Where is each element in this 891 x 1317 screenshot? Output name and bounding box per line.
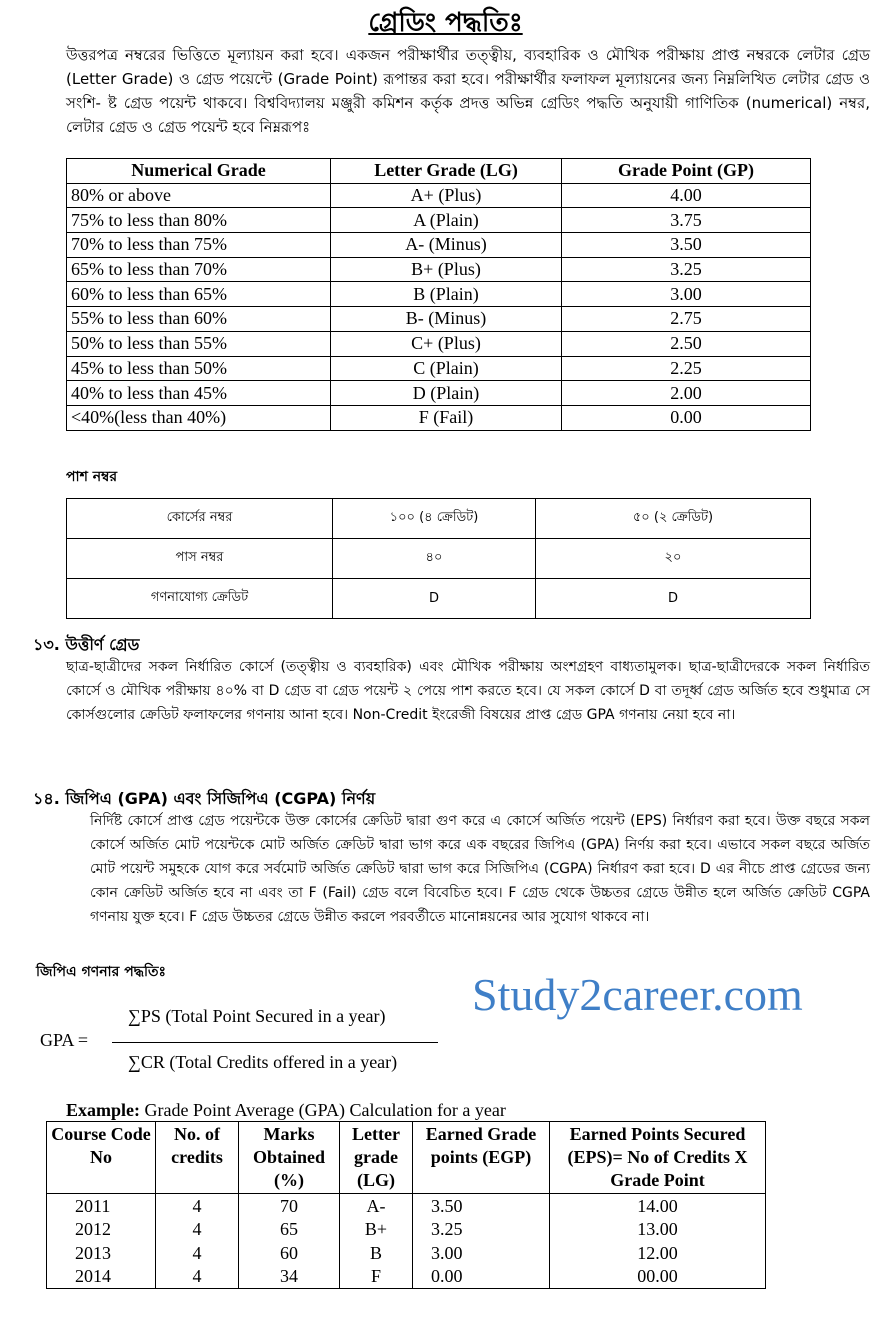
formula-numerator: ∑PS (Total Point Secured in a year) [128, 1006, 386, 1026]
numerical-grade-cell: 75% to less than 80% [67, 208, 331, 233]
credits-cell: 4 [156, 1218, 239, 1242]
grade-point-cell: 2.00 [562, 381, 811, 406]
numerical-grade-cell: 70% to less than 75% [67, 233, 331, 258]
letter-grade-cell: C+ (Plus) [331, 331, 562, 356]
numerical-grade-cell: 65% to less than 70% [67, 257, 331, 282]
credits-cell: 4 [156, 1265, 239, 1289]
pass-table-cell: গণনাযোগ্য ক্রেডিট [67, 579, 333, 619]
example-caption-text: Grade Point Average (GPA) Calculation for a year [140, 1100, 506, 1120]
numerical-grade-cell: 55% to less than 60% [67, 307, 331, 332]
grade-table [66, 158, 811, 431]
table-row [67, 233, 811, 258]
header-numerical-grade: Numerical Grade [67, 159, 331, 184]
numerical-grade-cell: <40%(less than 40%) [67, 405, 331, 430]
header-egp: Earned Grade points (EGP) [413, 1122, 550, 1194]
letter-grade-cell: F [340, 1265, 413, 1289]
credits-cell: 4 [156, 1194, 239, 1218]
formula-denominator: ∑CR (Total Credits offered in a year) [128, 1052, 398, 1072]
pass-table-cell: D [333, 579, 536, 619]
pass-marks-heading: পাশ নম্বর [66, 469, 118, 485]
egp-cell: 3.50 [413, 1194, 550, 1218]
letter-grade-cell: C (Plain) [331, 356, 562, 381]
grade-point-cell: 3.50 [562, 233, 811, 258]
letter-grade-cell: A- (Minus) [331, 233, 562, 258]
grade-point-cell: 2.25 [562, 356, 811, 381]
header-credits: No. of credits [156, 1122, 239, 1194]
grade-point-cell: 3.25 [562, 257, 811, 282]
table-row [67, 539, 811, 579]
header-letter-grade: Letter Grade (LG) [331, 159, 562, 184]
pass-table-cell: ৪০ [333, 539, 536, 579]
numerical-grade-cell: 60% to less than 65% [67, 282, 331, 307]
eps-cell: 14.00 [550, 1194, 766, 1218]
marks-cell: 65 [239, 1218, 340, 1242]
table-row [47, 1265, 766, 1289]
header-course-code: Course Code No [47, 1122, 156, 1194]
letter-grade-cell: A (Plain) [331, 208, 562, 233]
table-row [67, 405, 811, 430]
grade-point-cell: 2.50 [562, 331, 811, 356]
table-row [47, 1218, 766, 1242]
egp-cell: 3.00 [413, 1241, 550, 1265]
section-14-heading: ১৪. জিপিএ (GPA) এবং সিজিপিএ (CGPA) নির্ণয় [33, 789, 376, 808]
course-code-cell: 2013 [47, 1241, 156, 1265]
eps-cell: 12.00 [550, 1241, 766, 1265]
watermark: Study2career.com [472, 969, 803, 1020]
table-row [67, 356, 811, 381]
header-grade-point: Grade Point (GP) [562, 159, 811, 184]
letter-grade-cell: B+ (Plus) [331, 257, 562, 282]
section-13-heading: ১৩. উত্তীর্ণ গ্রেড [33, 635, 140, 654]
table-row [67, 307, 811, 332]
grade-table-header [67, 159, 811, 184]
pass-marks-table [66, 498, 811, 619]
egp-cell: 0.00 [413, 1265, 550, 1289]
numerical-grade-cell: 80% or above [67, 183, 331, 208]
letter-grade-cell: B- (Minus) [331, 307, 562, 332]
table-row [67, 208, 811, 233]
course-code-cell: 2012 [47, 1218, 156, 1242]
letter-grade-cell: B [340, 1241, 413, 1265]
pass-table-cell: ৫০ (২ ক্রেডিট) [536, 499, 811, 539]
example-table [46, 1121, 766, 1289]
table-row [47, 1241, 766, 1265]
letter-grade-cell: A- [340, 1194, 413, 1218]
eps-cell: 00.00 [550, 1265, 766, 1289]
numerical-grade-cell: 45% to less than 50% [67, 356, 331, 381]
table-row [67, 499, 811, 539]
letter-grade-cell: B+ [340, 1218, 413, 1242]
example-label: Example: [66, 1100, 140, 1120]
grade-point-cell: 3.75 [562, 208, 811, 233]
marks-cell: 34 [239, 1265, 340, 1289]
table-row [67, 579, 811, 619]
intro-paragraph: উত্তরপত্র নম্বরের ভিত্তিতে মূল্যায়ন করা হবে। একজন পরীক্ষার্থীর তত্ত্বীয়, ব্যবহারিক ও মৌখিক পরীক্ষায় প্রাপ্ত নম্বরকে লেটার গ্রেড (Letter Grade) ও গ্রেড পয়েন্টে (Grade Point) রূপান্তর করা হবে। পরীক্ষার্থীর ফলাফল মূল্যায়নের জন্য নিম্নলিখিত লেটার গ্রেড ও সংশি- ষ্ট গ্রেড পয়েন্ট থাকবে। বিশ্ববিদ্যালয় মঞ্জুরী কমিশন কর্তৃক প্রদত্ত অভিন্ন গ্রেডিং পদ্ধতি অনুযায়ী গাণিতিক (numerical) নম্বর, লেটার গ্রেড ও গ্রেড পয়েন্ট হবে নিম্নরূপঃ [66, 46, 870, 136]
example-caption [66, 1100, 506, 1121]
table-row [67, 257, 811, 282]
grade-point-cell: 0.00 [562, 405, 811, 430]
pass-table-cell: পাস নম্বর [67, 539, 333, 579]
eps-cell: 13.00 [550, 1218, 766, 1242]
header-eps: Earned Points Secured (EPS)= No of Credits X Grade Point [550, 1122, 766, 1194]
section-13-paragraph: ছাত্র-ছাত্রীদের সকল নির্ধারিত কোর্সে (তত্ত্বীয় ও ব্যবহারিক) এবং মৌখিক পরীক্ষায় অংশগ্রহণ বাধ্যতামুলক। ছাত্র-ছাত্রীদেরকে সকল নির্ধারিত কোর্সে ও মৌখিক পরীক্ষায় ৪০% বা D গ্রেড বা গ্রেড পয়েন্ট ২ পেয়ে পাশ করতে হবে। যে সকল কোর্সে D বা তদূর্ধ্ব গ্রেড অর্জিত হবে শুধুমাত্র সে কোর্সগুলোর ক্রেডিট ফলাফলের গণনায় আনা হবে। Non-Credit ইংরেজী বিষয়ের প্রাপ্ত গ্রেড GPA গণনায় নেয়া হবে না। [66, 659, 870, 723]
page-title: গ্রেডিং পদ্ধতিঃ [368, 8, 523, 38]
grade-point-cell: 2.75 [562, 307, 811, 332]
grade-point-cell: 3.00 [562, 282, 811, 307]
egp-cell: 3.25 [413, 1218, 550, 1242]
example-table-header [47, 1122, 766, 1194]
table-row [47, 1194, 766, 1218]
numerical-grade-cell: 50% to less than 55% [67, 331, 331, 356]
grade-point-cell: 4.00 [562, 183, 811, 208]
letter-grade-cell: D (Plain) [331, 381, 562, 406]
table-row [67, 282, 811, 307]
fraction-bar [112, 1042, 438, 1043]
course-code-cell: 2011 [47, 1194, 156, 1218]
table-row [67, 331, 811, 356]
credits-cell: 4 [156, 1241, 239, 1265]
marks-cell: 70 [239, 1194, 340, 1218]
marks-cell: 60 [239, 1241, 340, 1265]
letter-grade-cell: A+ (Plus) [331, 183, 562, 208]
course-code-cell: 2014 [47, 1265, 156, 1289]
table-row [67, 381, 811, 406]
table-row [67, 183, 811, 208]
header-letter-grade: Letter grade (LG) [340, 1122, 413, 1194]
pass-table-cell: ২০ [536, 539, 811, 579]
numerical-grade-cell: 40% to less than 45% [67, 381, 331, 406]
gpa-method-heading: জিপিএ গণনার পদ্ধতিঃ [36, 964, 166, 980]
letter-grade-cell: F (Fail) [331, 405, 562, 430]
formula-lhs: GPA = [40, 1030, 89, 1050]
pass-table-cell: ১০০ (৪ ক্রেডিট) [333, 499, 536, 539]
pass-table-cell: D [536, 579, 811, 619]
header-marks: Marks Obtained (%) [239, 1122, 340, 1194]
pass-table-cell: কোর্সের নম্বর [67, 499, 333, 539]
letter-grade-cell: B (Plain) [331, 282, 562, 307]
section-14-paragraph: নির্দিষ্ট কোর্সে প্রাপ্ত গ্রেড পয়েন্টকে উক্ত কোর্সের ক্রেডিট দ্বারা গুণ করে এ কোর্সে অর্জিত পয়েন্ট (EPS) নির্ধারণ করা হবে। উক্ত বছরে সকল কোর্সে অর্জিত মোট পয়েন্টকে মোট অর্জিত ক্রেডিট দ্বারা ভাগ করে এক বছরের জিপিএ (GPA) নির্ণয় করা হবে। এভাবে সকল বছরে অর্জিত মোট পয়েন্ট সমুহকে যোগ করে সর্বমোট অর্জিত ক্রেডিট দ্বারা ভাগ করে সিজিপিএ (CGPA) নির্ধারণ করা হবে। D এর নীচে প্রাপ্ত গ্রেডের জন্য কোন ক্রেডিট অর্জিত হবে না এবং তা F (Fail) গ্রেড বলে বিবেচিত হবে। F গ্রেড থেকে উচ্চতর গ্রেডে উন্নীত হলে অর্জিত ক্রেডিট CGPA গণনায় যুক্ত হবে। F গ্রেড উচ্চতর গ্রেডে উন্নীত করলে পরবর্তীতে মানোন্নয়নের আর সুযোগ থাকবে না। [90, 813, 870, 925]
